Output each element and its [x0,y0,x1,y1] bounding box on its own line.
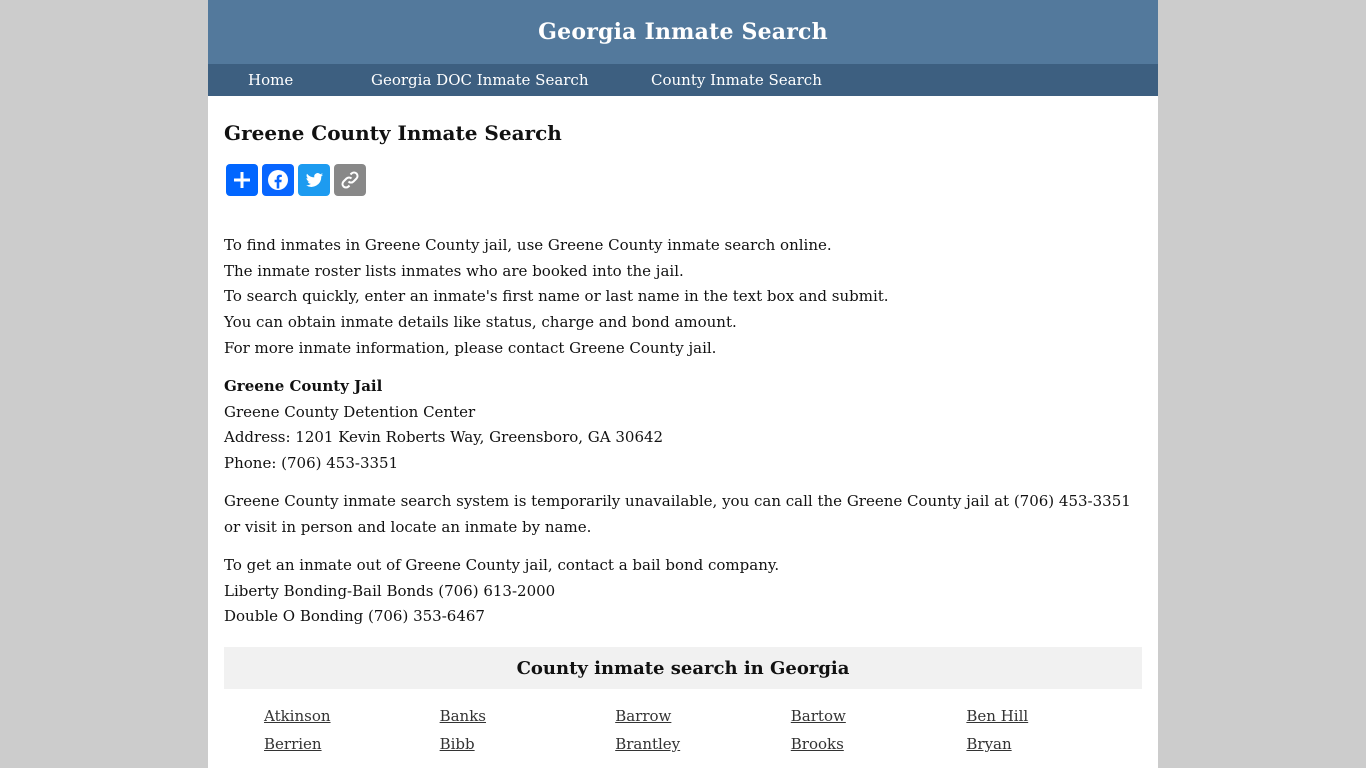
nav-home[interactable]: Home [248,71,294,89]
notice-paragraph: Greene County inmate search system is temporarily unavailable, you can call the Greene County jail at (706) 453-3351 or visit in person and locate an inmate by name. [224,492,1131,536]
jail-info [224,374,663,477]
jail-address: Address: 1201 Kevin Roberts Way, Greensboro, GA 30642 [224,428,664,447]
facebook-icon [267,169,289,191]
bail-line: Double O Bonding (706) 353-6467 [224,607,485,626]
page-title: Greene County Inmate Search [224,121,562,145]
intro-line: To find inmates in Greene County jail, use Greene County inmate search online. [224,236,832,254]
share-icon [231,169,253,191]
intro-text [224,233,889,362]
county-section-header [224,647,1142,689]
bail-line: To get an inmate out of Greene County jail, contact a bail bond company. [224,556,780,574]
county-link[interactable]: Brantley [615,735,681,753]
county-link[interactable]: Bartow [790,707,846,725]
county-link[interactable]: Banks [439,707,487,725]
county-link-grid [264,706,1144,754]
county-link[interactable]: Brooks [790,735,844,753]
county-section-title: County inmate search in Georgia [516,657,850,679]
county-link[interactable]: Bryan [966,735,1012,753]
bail-line: Liberty Bonding-Bail Bonds (706) 613-2000 [224,581,556,600]
notice-text [224,489,1142,540]
twitter-icon [303,169,325,191]
copy-link-button[interactable] [334,164,366,196]
nav-georgia-doc-inmate-search[interactable]: Georgia DOC Inmate Search [371,71,589,89]
facebook-share-button[interactable] [262,164,294,196]
site-header [208,0,1158,64]
jail-name: Greene County Detention Center [224,402,476,421]
share-bar [226,164,366,196]
twitter-share-button[interactable] [298,164,330,196]
intro-line: You can obtain inmate details like status, charge and bond amount. [224,313,737,332]
jail-phone: Phone: (706) 453-3351 [224,454,399,473]
county-link[interactable]: Berrien [264,735,322,753]
nav-county-inmate-search[interactable]: County Inmate Search [651,71,822,89]
site-title[interactable]: Georgia Inmate Search [538,19,828,45]
county-link[interactable]: Ben Hill [966,707,1029,725]
county-link[interactable]: Bibb [439,735,475,753]
intro-line: To search quickly, enter an inmate's first name or last name in the text box and submit. [224,287,889,306]
page [208,0,1158,768]
share-button[interactable] [226,164,258,196]
main-nav [208,64,1158,96]
county-link[interactable]: Barrow [615,707,672,725]
intro-line: The inmate roster lists inmates who are booked into the jail. [224,261,684,280]
bail-info [224,553,779,630]
jail-heading: Greene County Jail [224,377,383,395]
copy-link-icon [339,169,361,191]
intro-line: For more inmate information, please contact Greene County jail. [224,338,717,357]
county-link[interactable]: Atkinson [264,707,331,725]
